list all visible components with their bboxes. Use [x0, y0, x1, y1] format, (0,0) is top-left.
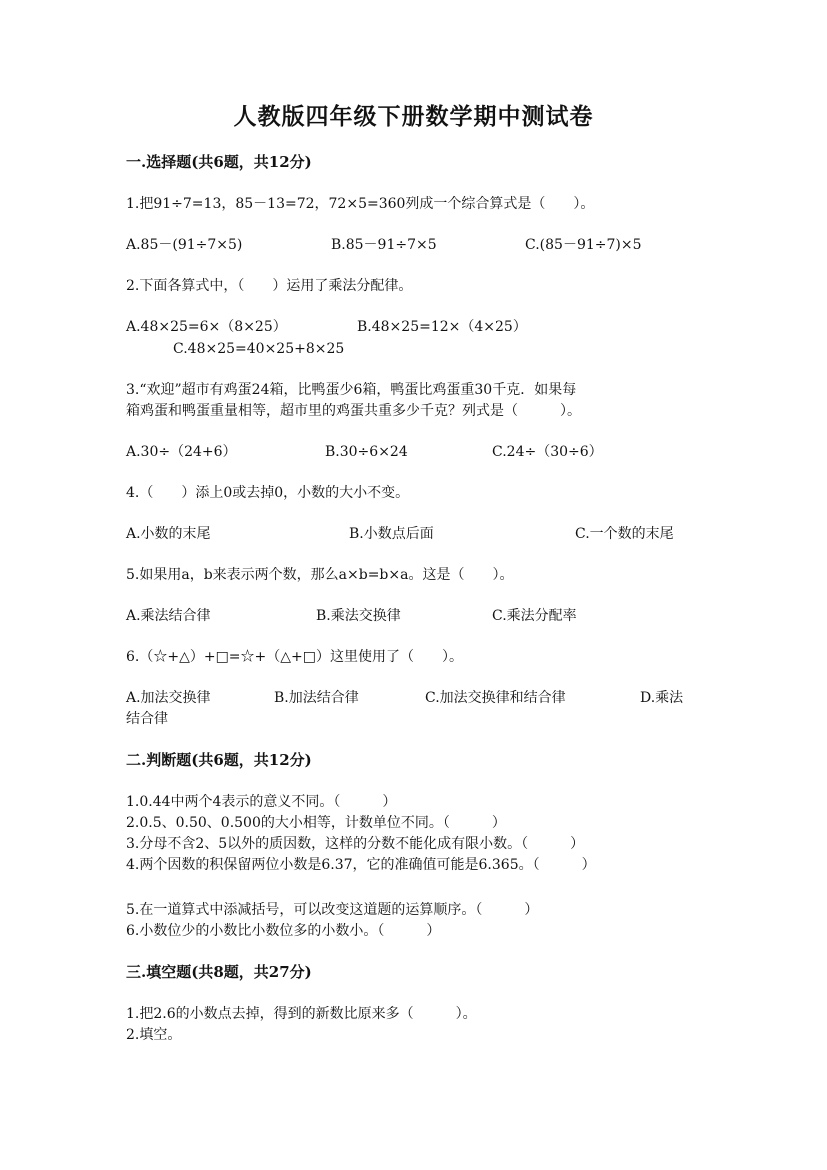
question-4-option-b: B.小数点后面 — [349, 526, 434, 542]
question-3-option-b: B.30÷6×24 — [325, 444, 408, 460]
question-5-stem: 5.如果用a，b来表示两个数，那么a×b=b×a。这是（ ）。 — [126, 567, 514, 583]
question-1-option-c: C.(85－91÷7)×5 — [525, 237, 642, 253]
question-1-stem: 1.把91÷7=13，85－13=72，72×5=360列成一个综合算式是（ ）。 — [126, 196, 595, 212]
question-1-option-a: A.85－(91÷7×5) — [126, 237, 243, 253]
section-heading-fill: 三.填空题(共8题，共27分) — [126, 963, 312, 981]
question-6-option-d-cont: 结合律 — [126, 711, 168, 727]
question-3-option-a: A.30÷（24+6） — [126, 444, 237, 460]
question-4-option-c: C.一个数的末尾 — [575, 526, 674, 542]
section-heading-judge: 二.判断题(共6题，共12分) — [126, 751, 312, 769]
question-2-option-b: B.48×25=12×（4×25） — [357, 319, 527, 335]
question-2-stem: 2.下面各算式中，（ ）运用了乘法分配律。 — [126, 278, 413, 294]
page-title: 人教版四年级下册数学期中测试卷 — [233, 103, 594, 130]
question-3-stem-line2: 箱鸡蛋和鸭蛋重量相等，超市里的鸡蛋共重多少千克？列式是（ ）。 — [126, 403, 581, 419]
question-4-option-a: A.小数的末尾 — [126, 526, 211, 542]
question-2-option-c: C.48×25=40×25+8×25 — [173, 341, 345, 357]
question-2-option-a: A.48×25=6×（8×25） — [126, 319, 287, 335]
question-6-stem: 6.（☆+△）+□=☆+（△+□）这里使用了（ ）。 — [126, 649, 463, 665]
judge-item-5: 5.在一道算式中添减括号，可以改变这道题的运算顺序。（ ） — [126, 902, 539, 918]
fill-item-2: 2.填空。 — [126, 1027, 182, 1043]
question-4-stem: 4.（ ）添上0或去掉0，小数的大小不变。 — [126, 485, 410, 501]
judge-item-3: 3.分母不含2、5以外的质因数，这样的分数不能化成有限小数。（ ） — [126, 836, 585, 852]
question-6-option-d: D.乘法 — [640, 690, 684, 706]
question-1-option-b: B.85－91÷7×5 — [331, 237, 437, 253]
judge-item-1: 1.0.44中两个4表示的意义不同。（ ） — [126, 794, 397, 810]
question-5-option-b: B.乘法交换律 — [316, 608, 401, 624]
question-5-option-a: A.乘法结合律 — [126, 608, 211, 624]
judge-item-2: 2.0.5、0.50、0.500的大小相等，计数单位不同。（ ） — [126, 815, 506, 831]
section-heading-choice: 一.选择题(共6题，共12分) — [126, 153, 312, 171]
judge-item-6: 6.小数位少的小数比小数位多的小数小。（ ） — [126, 923, 441, 939]
question-3-option-c: C.24÷（30÷6） — [492, 444, 603, 460]
question-6-option-a: A.加法交换律 — [126, 690, 211, 706]
judge-item-4: 4.两个因数的积保留两位小数是6.37，它的准确值可能是6.365。（ ） — [126, 857, 596, 873]
question-6-option-b: B.加法结合律 — [274, 690, 359, 706]
question-6-option-c: C.加法交换律和结合律 — [425, 690, 566, 706]
question-5-option-c: C.乘法分配率 — [492, 608, 577, 624]
fill-item-1: 1.把2.6的小数点去掉，得到的新数比原来多（ ）。 — [126, 1006, 477, 1022]
question-3-stem-line1: 3.“欢迎”超市有鸡蛋24箱，比鸭蛋少6箱，鸭蛋比鸡蛋重30千克．如果每 — [126, 382, 577, 398]
